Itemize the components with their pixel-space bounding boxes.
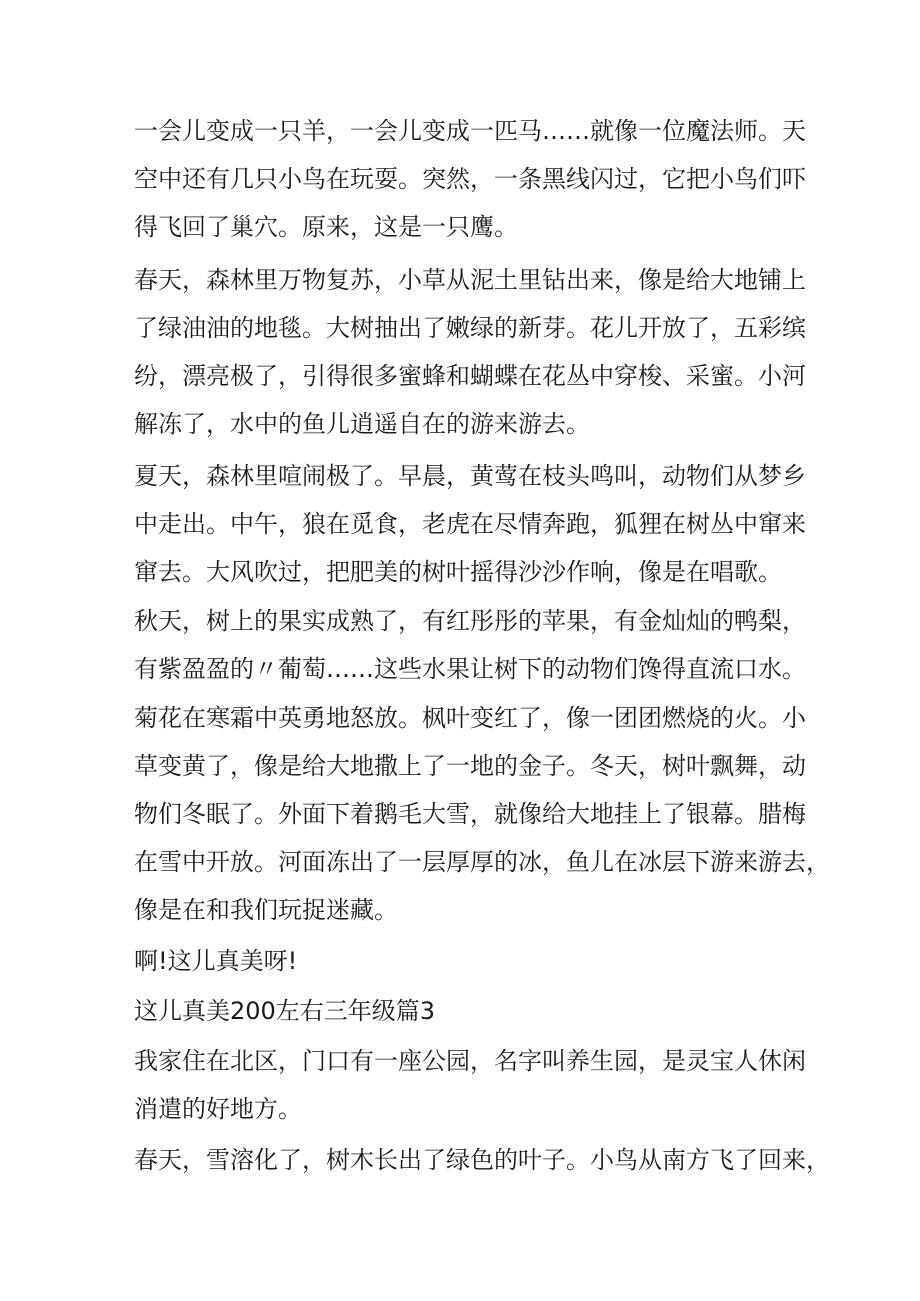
text-line: 空中还有几只小鸟在玩耍。突然，一条黑线闪过，它把小鸟们吓 [134,165,806,193]
text-line: 窜去。大风吹过，把肥美的树叶摇得沙沙作响，像是在唱歌。 [134,558,782,586]
text-line: 中走出。中午，狼在觅食，老虎在尽情奔跑，狐狸在树丛中窜来 [134,510,806,538]
text-line: 在雪中开放。河面冻出了一层厚厚的冰，鱼儿在冰层下游来游去， [134,848,830,876]
text-line: 春天，雪溶化了，树木长出了绿色的叶子。小鸟从南方飞了回来， [134,1146,830,1174]
text-line: 得飞回了巢穴。原来，这是一只鹰。 [134,213,518,241]
text-line: 我家住在北区，门口有一座公园，名字叫养生园，是灵宝人休闲 [134,1047,806,1075]
text-line: 像是在和我们玩捉迷藏。 [134,896,398,924]
text-line: 春天，森林里万物复苏，小草从泥土里钻出来，像是给大地铺上 [134,266,806,294]
text-line: 啊!这儿真美呀! [134,947,298,975]
text-line: 了绿油油的地毯。大树抽出了嫩绿的新芽。花儿开放了，五彩缤 [134,314,806,342]
text-line: 秋天，树上的果实成熟了，有红彤彤的苹果，有金灿灿的鸭梨， [134,607,806,635]
text-line: 消遣的好地方。 [134,1095,302,1123]
text-line: 夏天，森林里喧闹极了。早晨，黄莺在枝头鸣叫，动物们从梦乡 [134,462,806,490]
text-line: 有紫盈盈的〃葡萄……这些水果让树下的动物们馋得直流口水。 [134,655,806,683]
text-line: 草变黄了，像是给大地撒上了一地的金子。冬天，树叶飘舞，动 [134,752,806,780]
section-heading: 这儿真美200左右三年级篇3 [134,997,436,1025]
text-line: 菊花在寒霜中英勇地怒放。枫叶变红了，像一团团燃烧的火。小 [134,704,806,732]
text-line: 物们冬眠了。外面下着鹅毛大雪，就像给大地挂上了银幕。腊梅 [134,800,806,828]
text-line: 纷，漂亮极了，引得很多蜜蜂和蝴蝶在花丛中穿梭、采蜜。小河 [134,362,806,390]
text-line: 一会儿变成一只羊，一会儿变成一匹马……就像一位魔法师。天 [134,117,806,145]
text-line: 解冻了，水中的鱼儿逍遥自在的游来游去。 [134,410,590,438]
